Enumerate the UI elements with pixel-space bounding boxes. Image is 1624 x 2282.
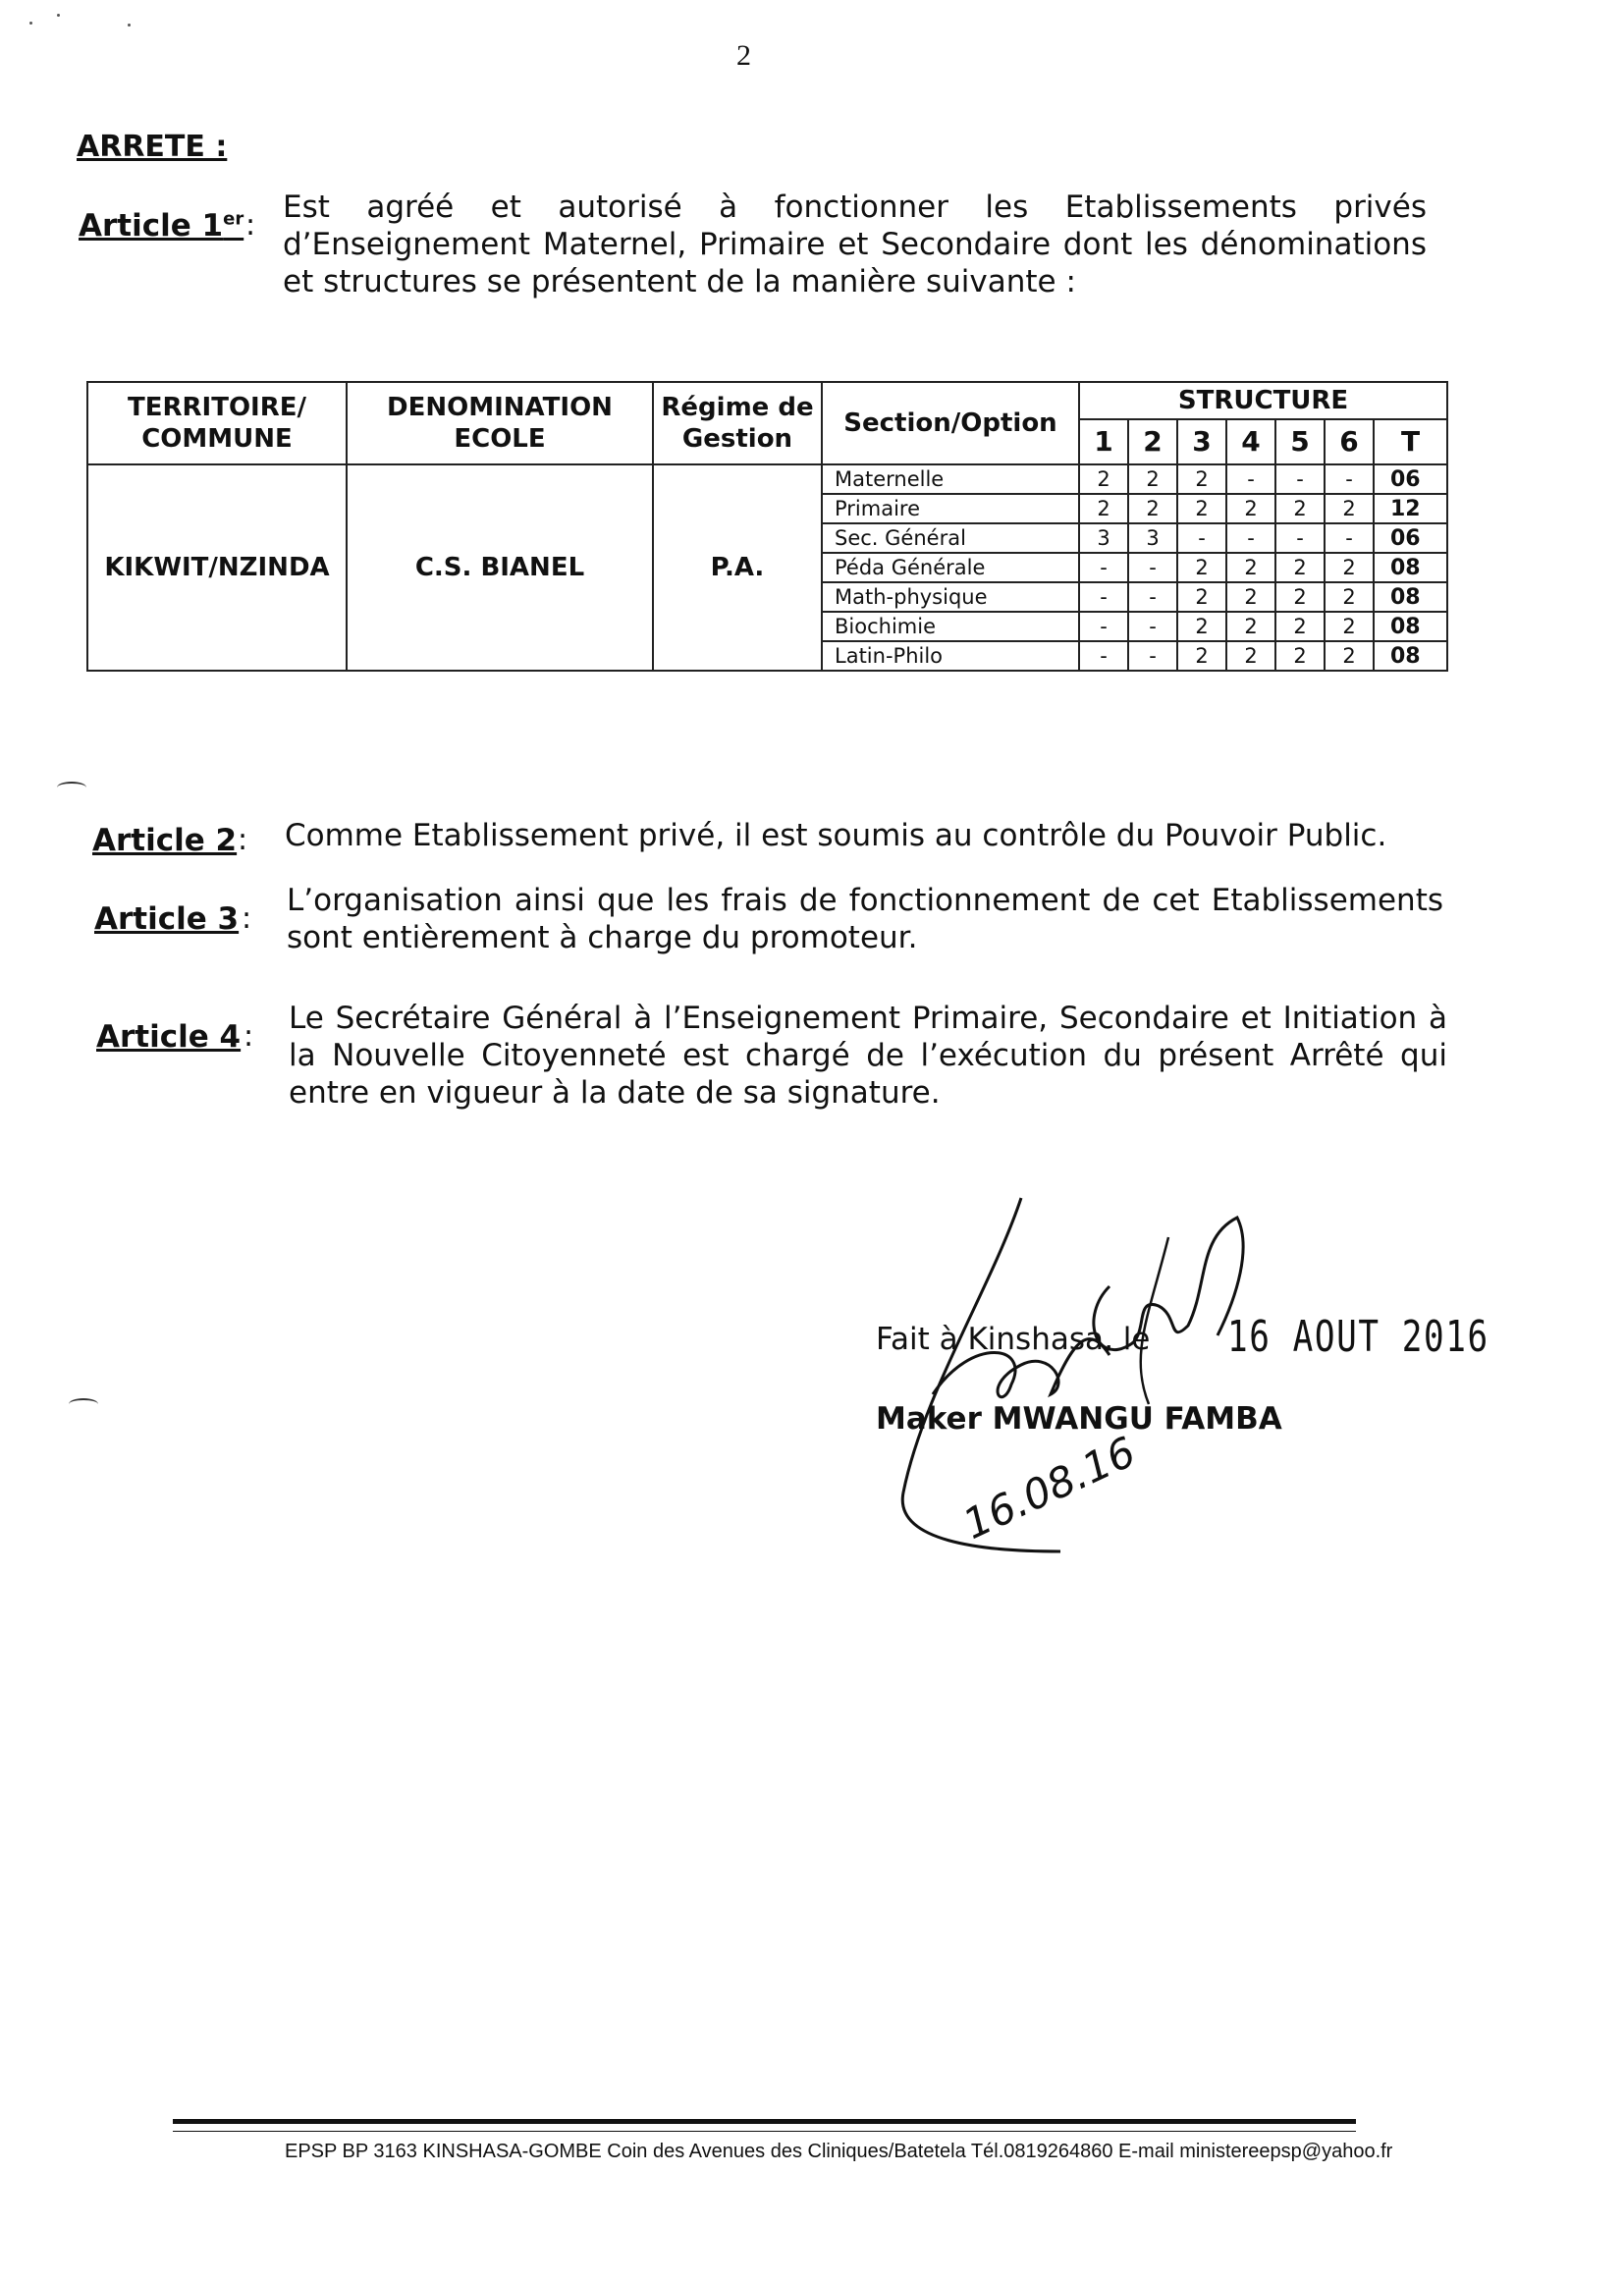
article-3-text: L’organisation ainsi que les frais de fonctionnement de cet Etablissements sont entièrement à charge du promoteur.: [287, 883, 1443, 955]
col-header-section: Section/Option: [822, 382, 1079, 464]
place-and-date-label: Fait à Kinshasa, le: [876, 1322, 1151, 1357]
article-1-text: Est agréé et autorisé à fonctionner les Etablissements privés d’Enseignement Maternel, Primaire et Secondaire dont les dénominations et structures se présentent de la manière suivante :: [283, 190, 1427, 299]
level-cell: -: [1128, 612, 1177, 641]
total-cell: 08: [1374, 582, 1447, 612]
level-cell: 2: [1079, 464, 1128, 494]
level-cell: -: [1128, 641, 1177, 671]
level-cell: 2: [1275, 582, 1325, 612]
level-cell: -: [1177, 523, 1226, 553]
level-cell: 2: [1226, 612, 1275, 641]
total-cell: 06: [1374, 523, 1447, 553]
footer-rule: [173, 2119, 1356, 2124]
level-header: 5: [1275, 419, 1325, 464]
article-colon: :: [238, 823, 248, 857]
level-header: 4: [1226, 419, 1275, 464]
col-header-structure: STRUCTURE: [1079, 382, 1447, 419]
level-cell: 2: [1177, 641, 1226, 671]
level-cell: 2: [1177, 553, 1226, 582]
article-1-superscript: er: [223, 208, 244, 230]
col-header-regime: Régime de Gestion: [653, 382, 822, 464]
level-cell: -: [1079, 582, 1128, 612]
col-header-territoire: TERRITOIRE/ COMMUNE: [87, 382, 347, 464]
total-cell: 08: [1374, 641, 1447, 671]
level-cell: -: [1128, 582, 1177, 612]
level-cell: -: [1325, 523, 1374, 553]
level-cell: 2: [1177, 612, 1226, 641]
handwritten-date: 16.08.16: [955, 1427, 1143, 1549]
structure-table: [86, 381, 1448, 672]
date-stamp: 16 AOUT 2016: [1227, 1312, 1489, 1362]
scan-speck: [128, 24, 131, 27]
table-header-row: [87, 382, 1447, 419]
option-cell: Péda Générale: [822, 553, 1079, 582]
col-header-denomination: DENOMINATION ECOLE: [347, 382, 653, 464]
level-cell: 2: [1226, 582, 1275, 612]
level-cell: -: [1275, 523, 1325, 553]
level-cell: -: [1275, 464, 1325, 494]
article-colon: :: [244, 1019, 254, 1054]
article-4-label: Article 4: [96, 1019, 242, 1055]
option-cell: Math-physique: [822, 582, 1079, 612]
article-2-text: Comme Etablissement privé, il est soumis au contrôle du Pouvoir Public.: [285, 818, 1387, 853]
level-cell: 2: [1275, 612, 1325, 641]
level-cell: 2: [1177, 494, 1226, 523]
level-cell: 2: [1325, 553, 1374, 582]
level-cell: 2: [1325, 494, 1374, 523]
total-cell: 12: [1374, 494, 1447, 523]
level-header: 1: [1079, 419, 1128, 464]
level-cell: 2: [1079, 494, 1128, 523]
scan-mark: [69, 1398, 98, 1410]
level-cell: 2: [1275, 494, 1325, 523]
footer-contact: EPSP BP 3163 KINSHASA-GOMBE Coin des Avenues des Cliniques/Batetela Tél.0819264860 E-mail ministereepsp@yahoo.fr: [285, 2141, 1393, 2162]
option-cell: Maternelle: [822, 464, 1079, 494]
level-cell: 2: [1275, 553, 1325, 582]
level-cell: 2: [1275, 641, 1325, 671]
level-cell: -: [1128, 553, 1177, 582]
article-2-label: Article 2: [92, 823, 238, 858]
level-cell: -: [1226, 523, 1275, 553]
signatory-name: Maker MWANGU FAMBA: [876, 1401, 1282, 1437]
option-cell: Latin-Philo: [822, 641, 1079, 671]
level-cell: 2: [1226, 494, 1275, 523]
option-cell: Biochimie: [822, 612, 1079, 641]
level-cell: -: [1079, 553, 1128, 582]
option-cell: Primaire: [822, 494, 1079, 523]
level-header: 2: [1128, 419, 1177, 464]
level-cell: 3: [1079, 523, 1128, 553]
regime-cell: P.A.: [653, 464, 822, 671]
level-cell: -: [1079, 612, 1128, 641]
footer-rule-thin: [173, 2131, 1356, 2132]
article-4-text: Le Secrétaire Général à l’Enseignement Primaire, Secondaire et Initiation à la Nouvelle Citoyenneté est chargé de l’exécution du présent Arrêté qui entre en vigueur à la date de sa signature.: [289, 1001, 1447, 1111]
article-1-label: [79, 208, 244, 244]
level-cell: 2: [1325, 582, 1374, 612]
handwritten-signature: [864, 1178, 1316, 1591]
level-cell: 2: [1128, 494, 1177, 523]
ecole-cell: C.S. BIANEL: [347, 464, 653, 671]
level-cell: 2: [1226, 553, 1275, 582]
article-1-label-text: Article 1: [79, 208, 224, 244]
page-number: 2: [736, 39, 751, 72]
level-header-total: T: [1374, 419, 1447, 464]
level-cell: 3: [1128, 523, 1177, 553]
level-cell: 2: [1325, 641, 1374, 671]
level-header: 6: [1325, 419, 1374, 464]
territoire-cell: KIKWIT/NZINDA: [87, 464, 347, 671]
total-cell: 08: [1374, 553, 1447, 582]
scan-speck: [57, 14, 60, 17]
level-cell: 2: [1177, 464, 1226, 494]
level-cell: 2: [1128, 464, 1177, 494]
level-cell: 2: [1226, 641, 1275, 671]
total-cell: 06: [1374, 464, 1447, 494]
scan-mark: [57, 782, 86, 793]
level-cell: -: [1325, 464, 1374, 494]
level-header: 3: [1177, 419, 1226, 464]
option-cell: Sec. Général: [822, 523, 1079, 553]
level-cell: 2: [1325, 612, 1374, 641]
article-3-label: Article 3: [94, 901, 240, 937]
decree-heading: ARRETE :: [77, 130, 228, 164]
total-cell: 08: [1374, 612, 1447, 641]
article-colon: :: [242, 901, 252, 936]
table-row: [87, 464, 1447, 494]
level-cell: -: [1226, 464, 1275, 494]
scan-speck: [29, 22, 32, 25]
level-cell: 2: [1177, 582, 1226, 612]
level-cell: -: [1079, 641, 1128, 671]
article-colon: :: [245, 208, 256, 243]
